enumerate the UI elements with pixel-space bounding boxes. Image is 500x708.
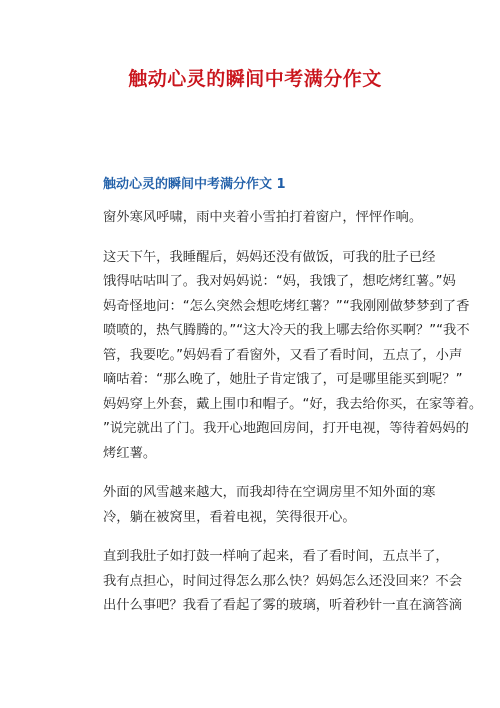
paragraph-line: 饿得咕咕叫了。我对妈妈说：“妈，我饿了，想吃烤红薯。”妈 bbox=[103, 274, 456, 289]
document-body bbox=[103, 206, 483, 619]
paragraph-line: 这天下午，我睡醒后，妈妈还没有做饭，可我的肚子已经 bbox=[103, 249, 436, 265]
paragraph-line: 妈妈穿上外套，戴上围巾和帽子。“好，我去给你买，在家等着。 bbox=[103, 396, 483, 412]
paragraph bbox=[103, 481, 440, 530]
paragraph-line: 出什么事吧？我看了看起了雾的玻璃，听着秒针一直在滴答滴 bbox=[103, 598, 463, 613]
paragraph-line: 窗外寒风呼啸，雨中夹着小雪拍打着窗户，怦怦作响。 bbox=[103, 210, 423, 225]
section-title: 触动心灵的瞬间中考满分作文 1 bbox=[103, 177, 286, 192]
paragraph bbox=[103, 545, 463, 619]
paragraph-line: 嘀咕着：“那么晚了，她肚子肯定饿了，可是哪里能买到呢？” bbox=[103, 372, 463, 387]
paragraph-line: 冷，躺在被窝里，看着电视，笑得很开心。 bbox=[103, 509, 356, 525]
paragraph bbox=[103, 246, 483, 467]
paragraph-line: 烤红薯。 bbox=[103, 445, 157, 461]
paragraph-line: 喷喷的，热气腾腾的。”“这大冷天的我上哪去给你买啊？”“我不 bbox=[103, 323, 470, 338]
paragraph-line: 管，我要吃。”妈妈看了看窗外，又看了看时间，五点了，小声 bbox=[103, 347, 463, 363]
paragraph-line: 我有点担心，时间过得怎么那么快？妈妈怎么还没回来？不会 bbox=[103, 573, 463, 589]
document-title: 触动心灵的瞬间中考满分作文 bbox=[128, 68, 382, 90]
paragraph-line: 直到我肚子如打鼓一样响了起来，看了看时间，五点半了， bbox=[103, 549, 449, 564]
paragraph-line: 外面的风雪越来越大，而我却待在空调房里不知外面的寒 bbox=[103, 485, 436, 500]
paragraph-line: 妈奇怪地问：“怎么突然会想吃烤红薯？”“我刚刚做梦梦到了香 bbox=[103, 298, 470, 314]
paragraph-line: ”说完就出了门。我开心地跑回房间，打开电视，等待着妈妈的 bbox=[103, 421, 469, 436]
paragraph bbox=[103, 206, 440, 231]
